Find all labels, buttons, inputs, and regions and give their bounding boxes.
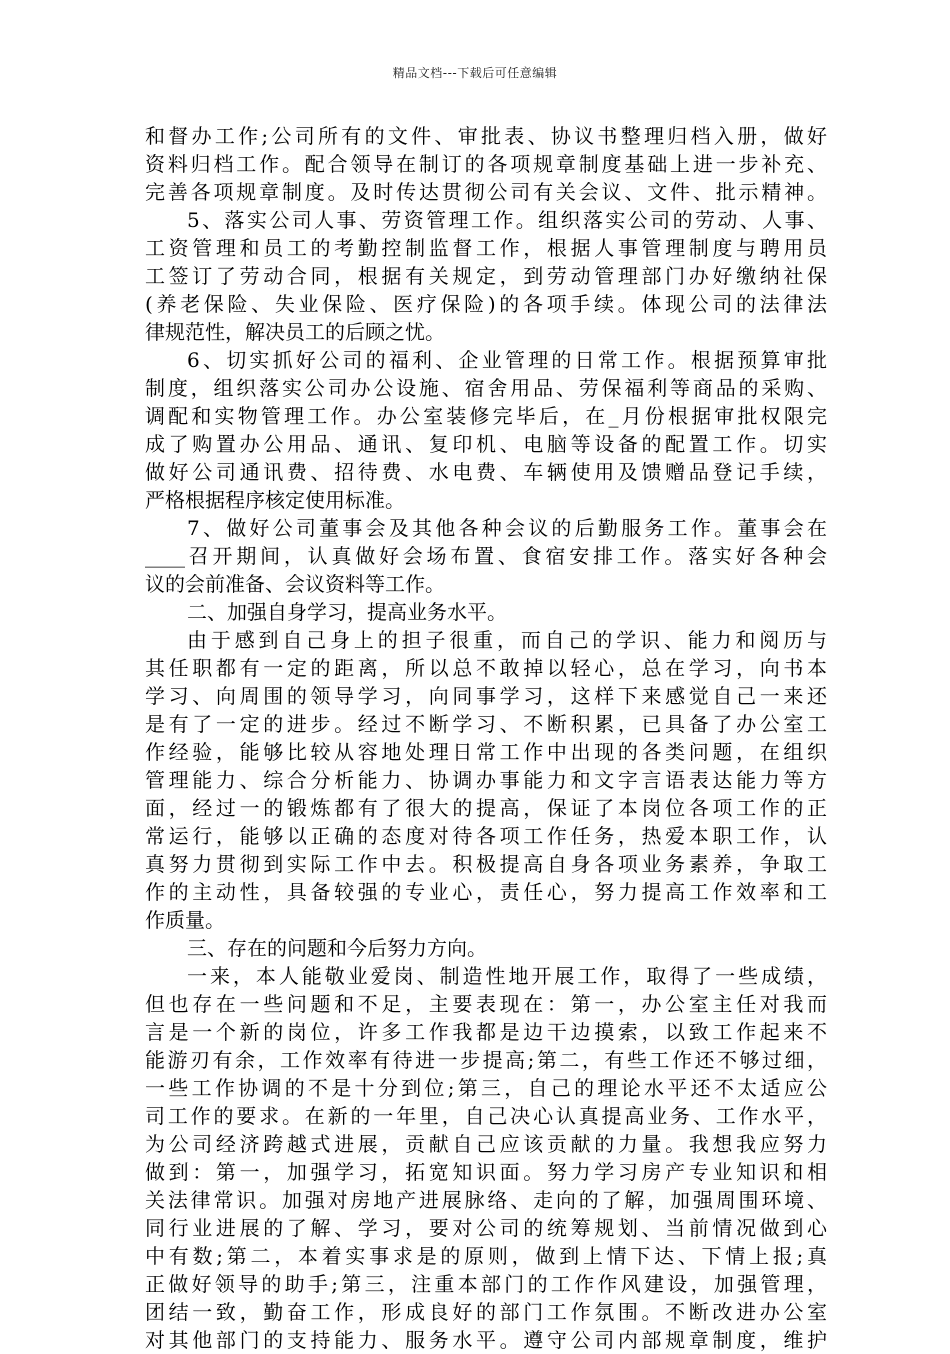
text-line: 言是一个新的岗位，许多工作我都是边干边摸索，以致工作起来不	[145, 1020, 827, 1044]
text-line: 是有了一定的进步。经过不断学习、不断积累，已具备了办公室工	[145, 712, 827, 736]
text-line: 能游刃有余，工作效率有待进一步提高;第二，有些工作还不够过细，	[145, 1048, 827, 1072]
text-line: 和督办工作;公司所有的文件、审批表、协议书整理归档入册，做好	[145, 124, 827, 148]
text-line: 正做好领导的助手;第三，注重本部门的工作作风建设，加强管理，	[145, 1272, 827, 1296]
text-line: 一些工作协调的不是十分到位;第三，自己的理论水平还不太适应公	[145, 1076, 827, 1100]
text-line: 其任职都有一定的距离，所以总不敢掉以轻心，总在学习，向书本	[145, 656, 827, 680]
text-line: 议的会前准备、会议资料等工作。	[145, 572, 445, 596]
document-body	[145, 122, 827, 1354]
text-line: 做到：第一，加强学习，拓宽知识面。努力学习房产专业知识和相	[145, 1160, 827, 1184]
text-line: 作的主动性，具备较强的专业心，责任心，努力提高工作效率和工	[145, 880, 827, 904]
text-line: 做好公司通讯费、招待费、水电费、车辆使用及馈赠品登记手续，	[145, 460, 827, 484]
text-line: 中有数;第二，本着实事求是的原则，做到上情下达、下情上报;真	[145, 1244, 827, 1268]
text-line: 工签订了劳动合同，根据有关规定，到劳动管理部门办好缴纳社保	[145, 264, 827, 288]
text-line: ____召开期间，认真做好会场布置、食宿安排工作。落实好各种会	[145, 544, 827, 568]
text-line: 管理能力、综合分析能力、协调办事能力和文字言语表达能力等方	[145, 768, 827, 792]
text-line: 律规范性，解决员工的后顾之忧。	[145, 320, 445, 344]
text-line: 对其他部门的支持能力、服务水平。遵守公司内部规章制度，维护	[145, 1328, 827, 1352]
text-line: 真努力贯彻到实际工作中去。积极提高自身各项业务素养，争取工	[145, 852, 827, 876]
text-line: 团结一致，勤奋工作，形成良好的部门工作氛围。不断改进办公室	[145, 1300, 827, 1324]
text-line: 工资管理和员工的考勤控制监督工作，根据人事管理制度与聘用员	[145, 236, 827, 260]
text-line: 调配和实物管理工作。办公室装修完毕后，在_月份根据审批权限完	[145, 404, 827, 428]
text-line: 常运行，能够以正确的态度对待各项工作任务，热爱本职工作，认	[145, 824, 827, 848]
text-line: 关法律常识。加强对房地产进展脉络、走向的了解，加强周围环境、	[145, 1188, 827, 1212]
text-line: 制度，组织落实公司办公设施、宿舍用品、劳保福利等商品的采购、	[145, 376, 827, 400]
text-line: 成了购置办公用品、通讯、复印机、电脑等设备的配置工作。切实	[145, 432, 827, 456]
text-line: 完善各项规章制度。及时传达贯彻公司有关会议、文件、批示精神。	[145, 180, 827, 204]
text-line: 学习、向周围的领导学习，向同事学习，这样下来感觉自己一来还	[145, 684, 827, 708]
text-line: 同行业进展的了解、学习，要对公司的统筹规划、当前情况做到心	[145, 1216, 827, 1240]
text-line: 资料归档工作。配合领导在制订的各项规章制度基础上进一步补充、	[145, 152, 827, 176]
text-line: 二、加强自身学习，提高业务水平。	[187, 600, 507, 624]
text-line: 面，经过一的锻炼都有了很大的提高，保证了本岗位各项工作的正	[145, 796, 827, 820]
text-line: 三、存在的问题和今后努力方向。	[187, 936, 487, 960]
text-line: 作经验，能够比较从容地处理日常工作中出现的各类问题，在组织	[145, 740, 827, 764]
text-line: 但也存在一些问题和不足，主要表现在：第一，办公室主任对我而	[145, 992, 827, 1016]
text-line: 5、落实公司人事、劳资管理工作。组织落实公司的劳动、人事、	[187, 208, 827, 232]
text-line: 为公司经济跨越式进展，贡献自己应该贡献的力量。我想我应努力	[145, 1132, 827, 1156]
text-line: 严格根据程序核定使用标准。	[145, 488, 405, 512]
page-header: 精品文档---下载后可任意编辑	[392, 66, 558, 80]
text-line: (养老保险、失业保险、医疗保险)的各项手续。体现公司的法律法	[145, 292, 827, 316]
text-line: 作质量。	[145, 908, 225, 932]
text-line: 由于感到自己身上的担子很重，而自己的学识、能力和阅历与	[187, 628, 827, 652]
text-line: 6、切实抓好公司的福利、企业管理的日常工作。根据预算审批	[187, 348, 827, 372]
text-line: 司工作的要求。在新的一年里，自己决心认真提高业务、工作水平，	[145, 1104, 827, 1128]
text-line: 7、做好公司董事会及其他各种会议的后勤服务工作。董事会在	[187, 516, 827, 540]
text-line: 一来，本人能敬业爱岗、制造性地开展工作，取得了一些成绩，	[187, 964, 827, 988]
